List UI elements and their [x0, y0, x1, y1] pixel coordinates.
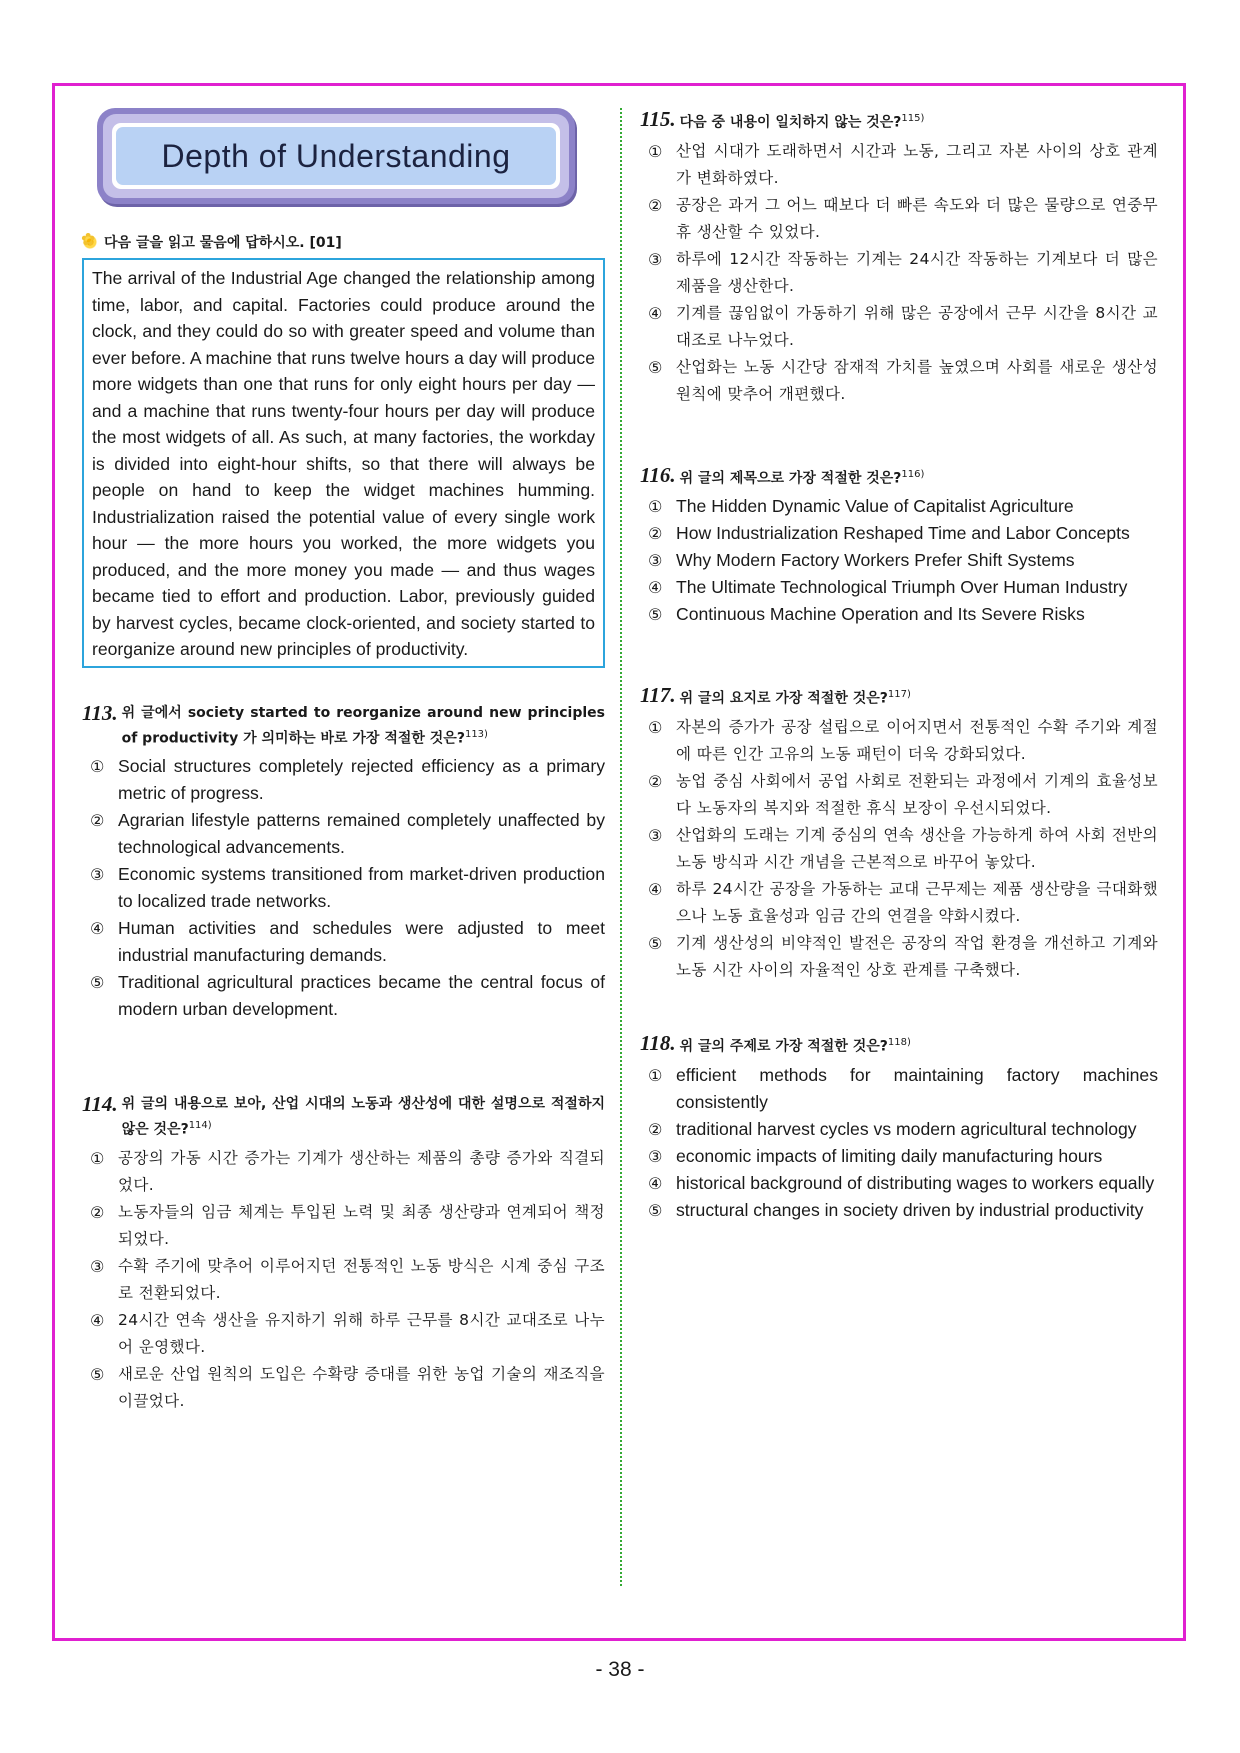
option-1[interactable]: ① Social structures completely rejected efficiency as a primary metric of progress. [90, 756, 605, 804]
right-column [640, 108, 1158, 1224]
option-4[interactable]: ④ historical background of distributing wages to workers equally [648, 1172, 1155, 1193]
option-2[interactable]: ② traditional harvest cycles vs modern agricultural technology [648, 1118, 1137, 1139]
option-3[interactable]: ③ 산업화의 도래는 기계 중심의 연속 생산을 가능하게 하여 사회 전반의 노동 방식과 시간 개념을 근본적으로 바꾸어 놓았다. [648, 825, 1158, 871]
option-2[interactable]: ② 공장은 과거 그 어느 때보다 더 빠른 속도와 더 많은 물량으로 연중무휴 생산할 수 있었다. [648, 195, 1158, 241]
option-list [82, 753, 605, 1023]
option-1[interactable]: ① The Hidden Dynamic Value of Capitalist Agriculture [648, 496, 1074, 517]
section-title: Depth of Understanding [116, 127, 556, 185]
column-divider [620, 108, 622, 1586]
option-4[interactable]: ④ The Ultimate Technological Triumph Over Human Industry [648, 577, 1128, 598]
question-number: 118. [640, 1030, 676, 1055]
option-2[interactable]: ② Agrarian lifestyle patterns remained completely unaffected by technological advancements. [90, 810, 605, 858]
option-4[interactable]: ④ Human activities and schedules were adjusted to meet industrial manufacturing demands. [90, 918, 605, 966]
question-117 [640, 684, 1158, 984]
question-114 [82, 1093, 605, 1415]
question-number: 116. [640, 462, 676, 487]
option-list [640, 138, 1158, 408]
option-2[interactable]: ② 노동자들의 임금 체계는 투입된 노력 및 최종 생산량과 연계되어 책정되었다. [90, 1202, 605, 1248]
option-1[interactable]: ① 자본의 증가가 공장 설립으로 이어지면서 전통적인 수확 주기와 계절에 따른 인간 고유의 노동 패턴이 더욱 강화되었다. [648, 717, 1158, 763]
option-list [640, 714, 1158, 984]
footnote-ref: 114) [188, 1120, 212, 1132]
question-stem: 다음 중 내용이 일치하지 않는 것은? [679, 114, 902, 131]
flower-icon [82, 234, 98, 250]
option-list [640, 1062, 1158, 1224]
option-list [82, 1145, 605, 1415]
option-1[interactable]: ① 산업 시대가 도래하면서 시간과 노동, 그리고 자본 사이의 상호 관계가 변화하였다. [648, 141, 1158, 187]
instruction-text: 다음 글을 읽고 물음에 답하시오. [01] [104, 235, 342, 251]
left-column [82, 108, 605, 1415]
option-2[interactable]: ② 농업 중심 사회에서 공업 사회로 전환되는 과정에서 기계의 효율성보다 노동자의 복지와 적절한 휴식 보장이 우선시되었다. [648, 771, 1158, 817]
question-stem: 위 글에서 society started to reorganize around new principles of productivity 가 의미하는 바로 가장 적절한 것은? [121, 704, 605, 747]
option-5[interactable]: ⑤ Continuous Machine Operation and Its Severe Risks [648, 604, 1085, 625]
footnote-ref: 115) [901, 113, 925, 124]
option-5[interactable]: ⑤ 새로운 산업 원칙의 도입은 수확량 증대를 위한 농업 기술의 재조직을 이끌었다. [90, 1364, 605, 1410]
option-4[interactable]: ④ 24시간 연속 생산을 유지하기 위해 하루 근무를 8시간 교대조로 나누어 운영했다. [90, 1310, 605, 1356]
option-2[interactable]: ② How Industrialization Reshaped Time and Labor Concepts [648, 523, 1130, 544]
question-number: 117. [640, 683, 676, 708]
section-title-badge [97, 108, 575, 204]
question-stem: 위 글의 내용으로 보아, 산업 시대의 노동과 생산성에 대한 설명으로 적절하지 않은 것은? [121, 1096, 605, 1138]
option-3[interactable]: ③ 하루에 12시간 작동하는 기계는 24시간 작동하는 기계보다 더 많은 제품을 생산한다. [648, 249, 1158, 295]
question-number: 113. [82, 700, 118, 725]
question-stem: 위 글의 제목으로 가장 적절한 것은? [679, 470, 902, 487]
option-4[interactable]: ④ 기계를 끊임없이 가동하기 위해 많은 공장에서 근무 시간을 8시간 교대조로 나누었다. [648, 303, 1158, 349]
question-113 [82, 702, 605, 1024]
option-5[interactable]: ⑤ structural changes in society driven by industrial productivity [648, 1199, 1144, 1220]
question-116 [640, 464, 1158, 629]
question-118 [640, 1032, 1158, 1224]
page-number: - 38 - [595, 1658, 645, 1681]
option-4[interactable]: ④ 하루 24시간 공장을 가동하는 교대 근무제는 제품 생산량을 극대화했으나 노동 효율성과 임금 간의 연결을 약화시켰다. [648, 879, 1158, 925]
option-5[interactable]: ⑤ 기계 생산성의 비약적인 발전은 공장의 작업 환경을 개선하고 기계와 노동 시간 사이의 자율적인 상호 관계를 구축했다. [648, 933, 1158, 979]
option-1[interactable]: ① efficient methods for maintaining factory machines consistently [648, 1064, 1158, 1112]
option-3[interactable]: ③ economic impacts of limiting daily manufacturing hours [648, 1145, 1103, 1166]
question-115 [640, 108, 1158, 408]
instruction [82, 232, 605, 252]
question-number: 115. [640, 107, 676, 131]
option-1[interactable]: ① 공장의 가동 시간 증가는 기계가 생산하는 제품의 총량 증가와 직결되었다. [90, 1148, 605, 1194]
option-5[interactable]: ⑤ 산업화는 노동 시간당 잠재적 가치를 높였으며 사회를 새로운 생산성 원칙에 맞추어 개편했다. [648, 357, 1158, 403]
footnote-ref: 116) [901, 468, 925, 480]
option-3[interactable]: ③ 수확 주기에 맞추어 이루어지던 전통적인 노동 방식은 시계 중심 구조로 전환되었다. [90, 1256, 605, 1302]
footnote-ref: 117) [887, 689, 911, 701]
question-stem: 위 글의 요지로 가장 적절한 것은? [679, 690, 888, 707]
option-3[interactable]: ③ Why Modern Factory Workers Prefer Shift Systems [648, 550, 1075, 571]
option-list [640, 493, 1158, 628]
option-3[interactable]: ③ Economic systems transitioned from market-driven production to localized trade networks. [90, 864, 605, 912]
reading-passage: The arrival of the Industrial Age changed the relationship among time, labor, and capital. Factories could produce around the clock, and they could do so with greater speed and volume than ever before. A machine that runs twelve hours a day will produce more widgets than one that runs for only eight hours per day — and a machine that runs twenty-four hours per day will produce the most widgets of all. As such, at many factories, the workday is divided into eight-hour shifts, so that there will always be people on hand to keep the widget machines humming. Industrialization raised the potential value of every single work hour — the more hours you worked, the more widgets you produced, and the more money you made — and thus wages became tied to effort and production. Labor, previously guided by harvest cycles, became clock-oriented, and society started to reorganize around new principles of productivity. [82, 258, 605, 668]
question-stem: 위 글의 주제로 가장 적절한 것은? [679, 1038, 888, 1055]
option-5[interactable]: ⑤ Traditional agricultural practices became the central focus of modern urban development. [90, 972, 605, 1020]
question-number: 114. [82, 1092, 118, 1117]
footnote-ref: 113) [464, 728, 488, 740]
footnote-ref: 118) [887, 1036, 911, 1048]
